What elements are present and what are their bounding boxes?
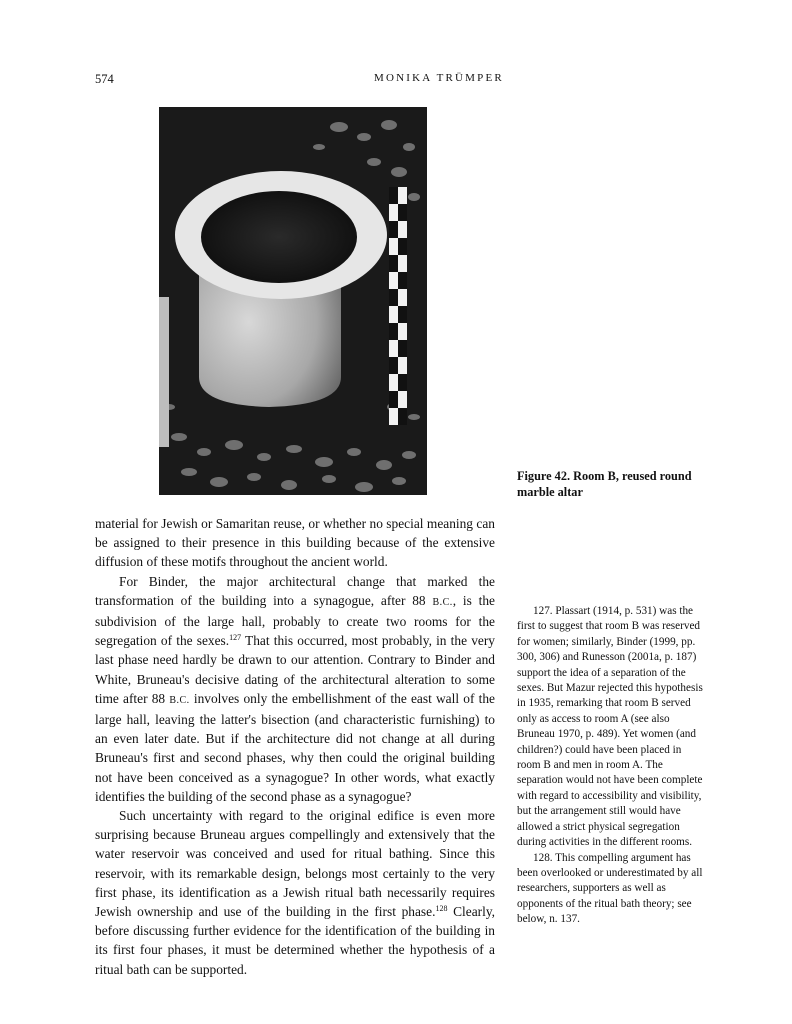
paragraph-1: material for Jewish or Samaritan reuse, or whether no special meaning can be assigned to their presence in this building because of the extensive diffusion of these motifs throughout the ancient world. bbox=[95, 516, 495, 570]
footnote-127: 127. Plassart (1914, p. 531) was the first to suggest that room B was reserved for women; similarly, Binder (1999, pp. 300, 306) and Runesson (2001a, p. 187) support the idea of a separation of the sexes. But Mazur rejected this hypothesis in 1935, remarking that room B served only as access to room A (see also Bruneau 1970, p. 489). Yet women (and children?) could have been placed in room B and men in room A. The separation would not have been complete with regard to accessibility and visibility, but the arrangement still would have allowed a strict physical segregation during activities in the different rooms. bbox=[517, 605, 703, 849]
measuring-scale bbox=[389, 187, 407, 425]
paragraph-2: For Binder, the major architectural change that marked the transformation of the building into a synagogue, after 88 B.C., is the subdivision of the large hall, probably to create two rooms for the segregation of the sexes.$^{127}$ That this occurred, most probably, in the very last phase need hardly be drawn to our attention. Contrary to Binder and White, Bruneau's decisive dating of the architectural alteration to some time after 88 B.C. involves only the embellishment of the east wall of the large hall, leaving the latter's bisection (and characteristic furnishing) to an even later date. But if the architecture did not change at all during Bruneau's first and second phases, why then could the original building not have been conceived as a synagogue? In other words, what exactly identifies the building of the second phase as a synagogue? bbox=[95, 573, 496, 804]
running-head: MONIKA TRÜMPER bbox=[374, 72, 504, 84]
altar-photo bbox=[159, 107, 427, 495]
figure-caption: Figure 42. Room B, reused round marble altar bbox=[517, 469, 692, 499]
paragraph-3: Such uncertainty with regard to the original edifice is even more surprising because Bruneau argues compellingly and extensively that the water reservoir was conceived and used for ritual bathing. Since this reservoir, with its remarkable design, belongs most certainly to the very first phase, its identification as a Jewish ritual bath necessarily requires Jewish ownership and use of the building in the first phase.$^{128}$ Clearly, before discussing further evidence for the identification of the building in its first four phases, it must be determined whether the hypothesis of a ritual bath can be supported. bbox=[95, 808, 495, 977]
footnote-ref-127[interactable]: 127 bbox=[229, 633, 242, 643]
figure-photo bbox=[159, 107, 427, 495]
footnotes bbox=[517, 604, 707, 928]
footnote-128: 128. This compelling argument has been overlooked or underestimated by all researchers, supporters as well as opponents of the ritual bath theory; see below, n. 137. bbox=[517, 851, 703, 926]
footnote-ref-128[interactable]: 128 bbox=[435, 904, 448, 914]
page-number: 574 bbox=[95, 72, 114, 86]
main-text bbox=[95, 514, 495, 979]
